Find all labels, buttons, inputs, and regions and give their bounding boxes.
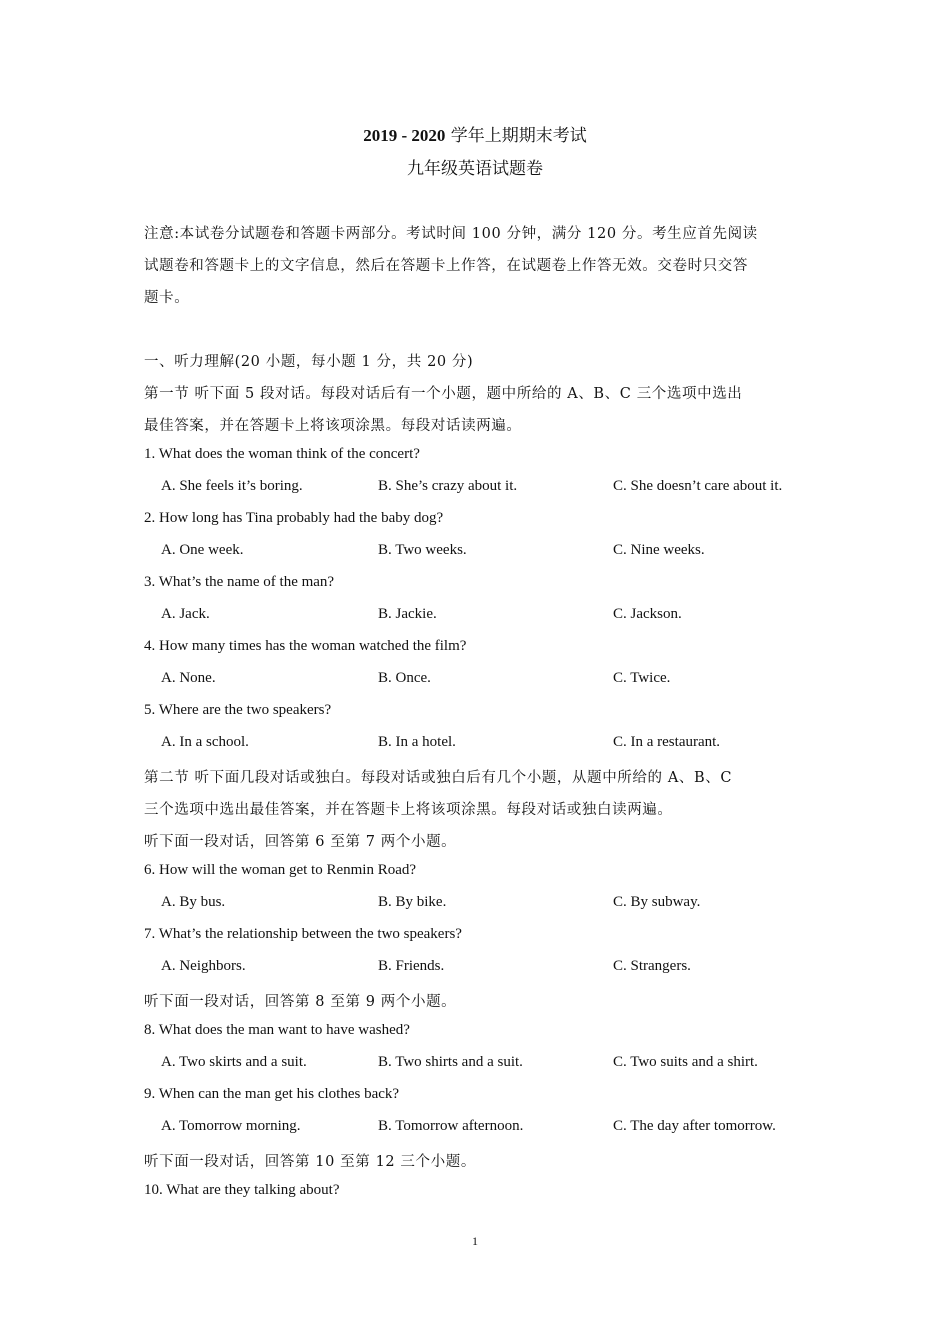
- question-text: 3. What’s the name of the man?: [144, 574, 335, 590]
- question-text: 8. What does the man want to have washed?: [144, 1022, 410, 1038]
- option-b: B. Friends.: [378, 958, 445, 974]
- notice-line: 题卡。: [144, 290, 190, 306]
- question-text: 6. How will the woman get to Renmin Road?: [144, 862, 417, 878]
- option-a: A. One week.: [161, 542, 244, 558]
- option-a: A. None.: [161, 670, 216, 686]
- option-b: B. Once.: [378, 670, 431, 686]
- question-text: 10. What are they talking about?: [144, 1182, 340, 1198]
- option-b: B. Two weeks.: [378, 542, 467, 558]
- title-year: 2019 - 2020: [363, 126, 446, 145]
- dialogue-instruction: 听下面一段对话，回答第 8 至第 9 两个小题。: [144, 994, 457, 1010]
- option-b: B. Tomorrow afternoon.: [378, 1118, 524, 1134]
- option-c: C. Jackson.: [613, 606, 682, 622]
- dialogue-instruction: 听下面一段对话，回答第 6 至第 7 两个小题。: [144, 834, 457, 850]
- title-text: 学年上期期末考试: [445, 126, 587, 146]
- option-a: A. Neighbors.: [161, 958, 246, 974]
- exam-title: [0, 121, 950, 146]
- question-text: 7. What’s the relationship between the two speakers?: [144, 926, 462, 942]
- section-instruction: 第二节 听下面几段对话或独白。每段对话或独白后有几个小题，从题中所给的 A、B、C: [144, 770, 733, 786]
- section-instruction: 最佳答案，并在答题卡上将该项涂黑。每段对话读两遍。: [144, 418, 522, 434]
- option-c: C. She doesn’t care about it.: [613, 478, 783, 494]
- section-instruction: 三个选项中选出最佳答案，并在答题卡上将该项涂黑。每段对话或独白读两遍。: [144, 802, 673, 818]
- option-a: A. Two skirts and a suit.: [161, 1054, 307, 1070]
- notice-line: 注意:本试卷分试题卷和答题卡两部分。考试时间 100 分钟，满分 120 分。考生应首先阅读: [144, 226, 758, 242]
- option-a: A. In a school.: [161, 734, 249, 750]
- dialogue-instruction: 听下面一段对话，回答第 10 至第 12 三个小题。: [144, 1154, 476, 1170]
- option-b: B. In a hotel.: [378, 734, 456, 750]
- option-a: A. She feels it’s boring.: [161, 478, 303, 494]
- question-text: 9. When can the man get his clothes back?: [144, 1086, 400, 1102]
- option-c: C. Nine weeks.: [613, 542, 705, 558]
- notice-line: 试题卷和答题卡上的文字信息，然后在答题卡上作答，在试题卷上作答无效。交卷时只交答: [144, 258, 748, 274]
- part-heading: 一、听力理解(20 小题，每小题 1 分，共 20 分): [144, 354, 474, 370]
- option-b: B. She’s crazy about it.: [378, 478, 518, 494]
- page-number: 1: [472, 1234, 478, 1248]
- section-instruction: 第一节 听下面 5 段对话。每段对话后有一个小题，题中所给的 A、B、C 三个选项中选出: [144, 386, 743, 402]
- question-text: 2. How long has Tina probably had the baby dog?: [144, 510, 444, 526]
- option-a: A. Tomorrow morning.: [161, 1118, 301, 1134]
- option-c: C. Twice.: [613, 670, 671, 686]
- option-c: C. By subway.: [613, 894, 701, 910]
- option-c: C. In a restaurant.: [613, 734, 721, 750]
- option-c: C. Two suits and a shirt.: [613, 1054, 758, 1070]
- question-text: 5. Where are the two speakers?: [144, 702, 332, 718]
- option-b: B. Jackie.: [378, 606, 437, 622]
- option-a: A. By bus.: [161, 894, 226, 910]
- question-text: 1. What does the woman think of the concert?: [144, 446, 420, 462]
- option-c: C. Strangers.: [613, 958, 691, 974]
- option-b: B. Two shirts and a suit.: [378, 1054, 523, 1070]
- option-b: B. By bike.: [378, 894, 447, 910]
- question-text: 4. How many times has the woman watched the film?: [144, 638, 467, 654]
- option-a: A. Jack.: [161, 606, 210, 622]
- exam-subtitle: 九年级英语试题卷: [407, 159, 543, 179]
- option-c: C. The day after tomorrow.: [613, 1118, 776, 1134]
